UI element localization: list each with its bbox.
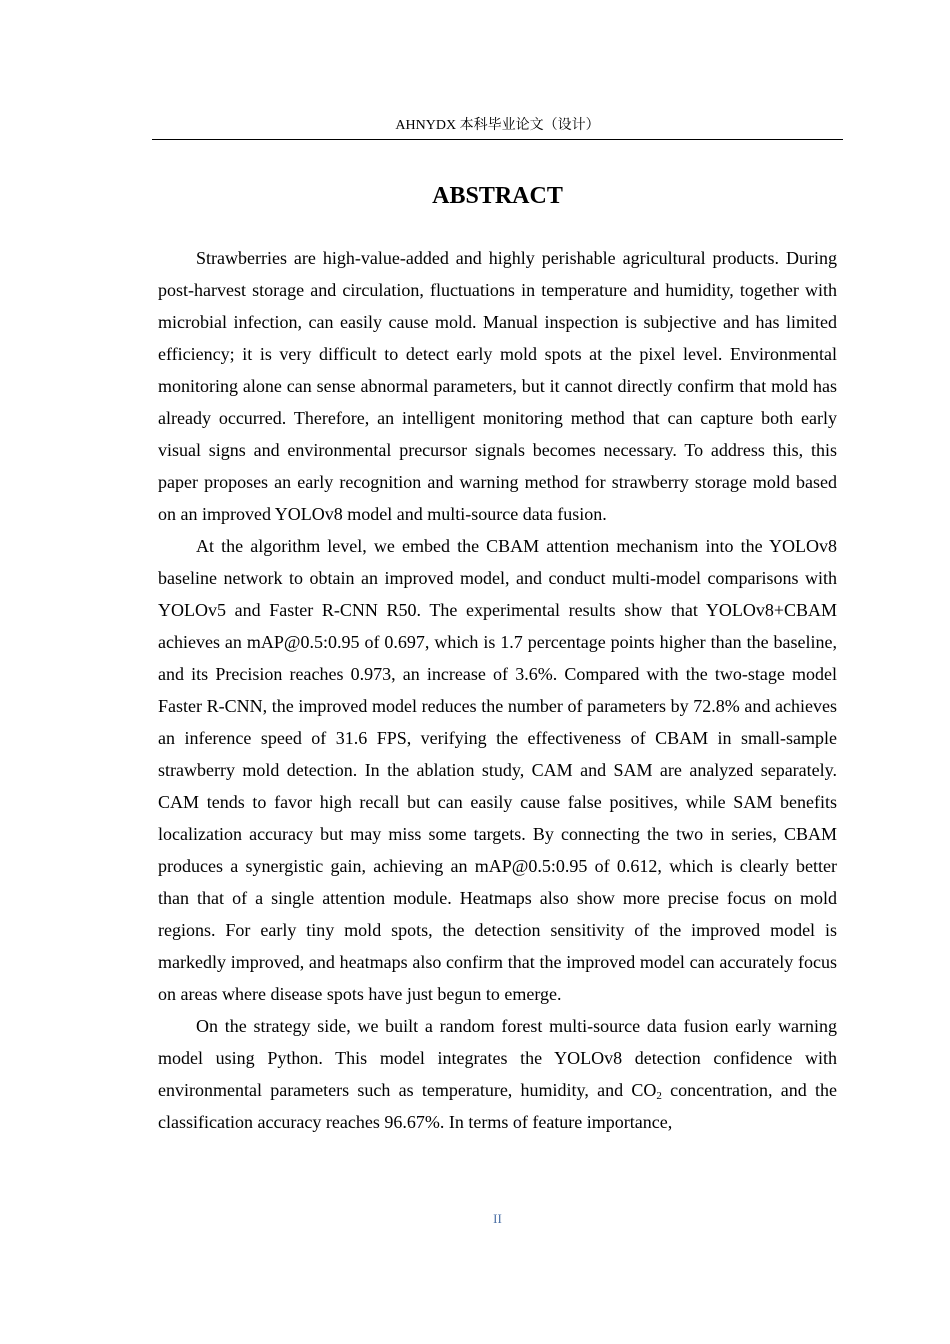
header-rule (152, 139, 843, 140)
abstract-body (158, 242, 837, 1138)
abstract-paragraph-1: Strawberries are high-value-added and highly perishable agricultural products. During post-harvest storage and circulation, fluctuations in temperature and humidity, together with microbial infection, can easily cause mold. Manual inspection is subjective and has limited efficiency; it is very difficult to detect early mold spots at the pixel level. Environmental monitoring alone can sense abnormal parameters, but it cannot directly confirm that mold has already occurred. Therefore, an intelligent monitoring method that can capture both early visual signs and environmental precursor signals becomes necessary. To address this, this paper proposes an early recognition and warning method for strawberry storage mold based on an improved YOLOv8 model and multi-source data fusion. (158, 248, 837, 524)
page-number: II (493, 1211, 502, 1226)
paragraph-3-text-end: concentration, and the classification accuracy reaches 96.67%. In terms of feature importance, (158, 1080, 838, 1132)
co2-subscript: 2 (656, 1090, 662, 1102)
paragraph-3-text-start: On the strategy side, we built a random forest multi-source data fusion early warning model using Python. This model integrates the YOLOv8 detection confidence with environmental parameters such as temperature, humidity, and CO (158, 1016, 837, 1100)
running-header: AHNYDX 本科毕业论文（设计） (395, 118, 600, 133)
abstract-title: ABSTRACT (432, 183, 563, 209)
abstract-paragraph-3 (158, 1010, 837, 1138)
abstract-paragraph-2: At the algorithm level, we embed the CBAM attention mechanism into the YOLOv8 baseline network to obtain an improved model, and conduct multi-model comparisons with YOLOv5 and Faster R-CNN R50. The experimental results show that YOLOv8+CBAM achieves an mAP@0.5:0.95 of 0.697, which is 1.7 percentage points higher than the baseline, and its Precision reaches 0.973, an increase of 3.6%. Compared with the two-stage model Faster R-CNN, the improved model reduces the number of parameters by 72.8% and achieves an inference speed of 31.6 FPS, verifying the effectiveness of CBAM in small-sample strawberry mold detection. In the ablation study, CAM and SAM are analyzed separately. CAM tends to favor high recall but can easily cause false positives, while SAM benefits localization accuracy but may miss some targets. By connecting the two in series, CBAM produces a synergistic gain, achieving an mAP@0.5:0.95 of 0.612, which is clearly better than that of a single attention module. Heatmaps also show more precise focus on mold regions. For early tiny mold spots, the detection sensitivity of the improved model is markedly improved, and heatmaps also confirm that the improved model can accurately focus on areas where disease spots have just begun to emerge. (158, 536, 837, 1004)
